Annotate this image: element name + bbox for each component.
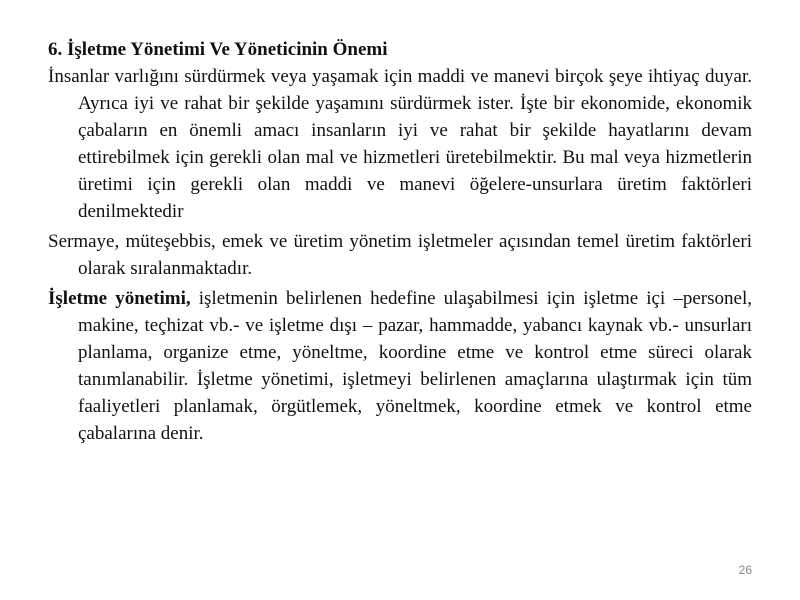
defined-term: İşletme yönetimi, — [48, 288, 191, 309]
paragraph-production-factors — [48, 63, 752, 225]
paragraph-management-definition — [48, 285, 752, 447]
slide-heading: 6. İşletme Yönetimi Ve Yöneticinin Önemi — [48, 39, 388, 60]
paragraph-text: İnsanlar varlığını sürdürmek veya yaşamak için maddi ve manevi birçok şeye ihtiyaç duyar. Ayrıca iyi ve rahat bir şekilde yaşamını sürdürmek ister. İşte bir ekonomide, ekonomik çabaların en önemli amacı insanların iyi ve rahat bir şekilde hayatlarını devam ettirebilmek için gerekli olan mal ve hizmetleri üretebilmektir. Bu mal veya hizmetlerin üretimi için gerekli olan maddi ve manevi öğelere-unsurlara üretim faktörleri denilmektedir — [48, 66, 752, 222]
paragraph-factor-list — [48, 228, 752, 282]
page-number: 26 — [738, 563, 752, 577]
paragraph-text: Sermaye, müteşebbis, emek ve üretim yönetim işletmeler açısından temel üretim faktörleri olarak sıralanmaktadır. — [48, 231, 752, 279]
slide-body — [48, 36, 752, 447]
paragraph-text: işletmenin belirlenen hedefine ulaşabilmesi için işletme içi –personel, makine, teçhizat vb.- ve işletme dışı – pazar, hammadde, yabancı kaynak vb.- unsurları planlama, organize etme, yöneltme, koordine etme ve kontrol etme süreci olarak tanımlanabilir. İşletme yönetimi, işletmeyi belirlenen amaçlarına ulaştırmak için tüm faaliyetleri planlamak, örgütlemek, yöneltmek, koordine etmek ve kontrol etme çabalarına denir. — [78, 288, 752, 444]
